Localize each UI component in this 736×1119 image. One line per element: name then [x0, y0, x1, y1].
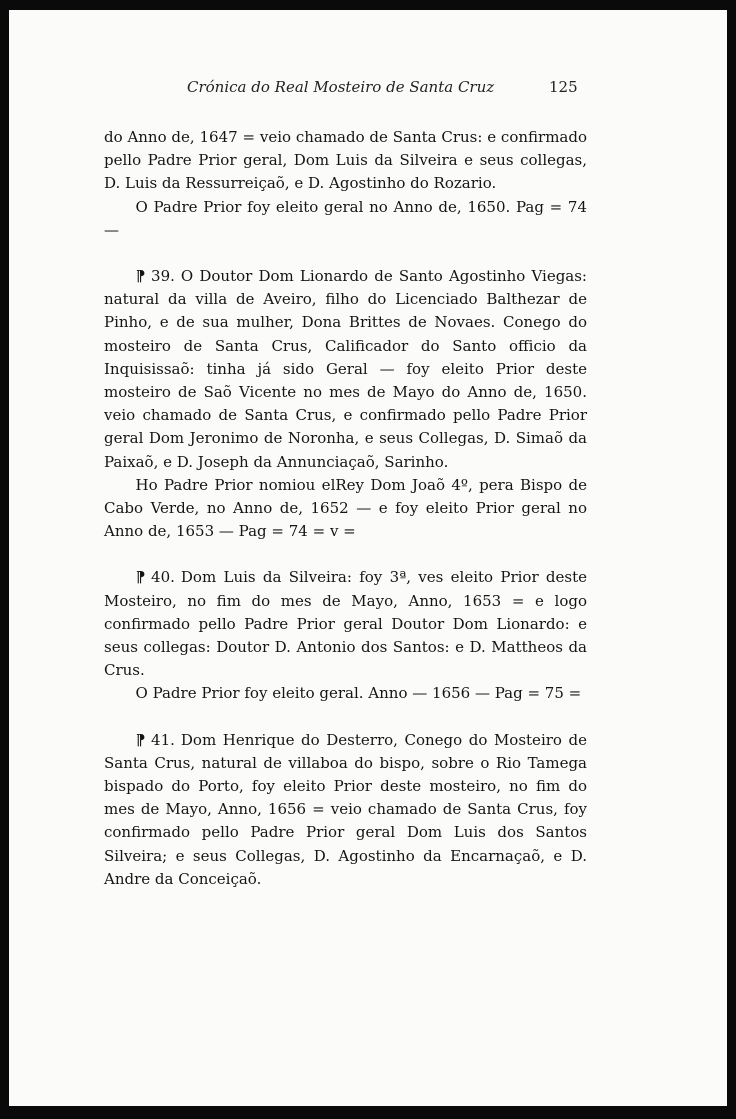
section-text: Dom Luis da Silveira: foy 3ª, ves eleito Prior deste Mosteiro, no fim do mes de Mayo, Anno, 1653 = e logo confirmado pello Padre Prior geral Doutor Dom Lionardo: e seus collegas: Doutor D. Antonio dos Santos: e D. Mattheos da Crus.	[104, 568, 587, 680]
section-number: 41.	[151, 730, 175, 749]
paragraph-prior-elected: O Padre Prior foy eleito geral no Anno de, 1650. Pag = 74 —	[104, 197, 587, 239]
section-40	[104, 566, 587, 682]
section-39	[104, 265, 587, 474]
pilcrow-icon: ¶	[135, 568, 146, 587]
running-title: Crónica do Real Mosteiro de Santa Cruz	[187, 78, 495, 96]
section-41	[104, 729, 587, 891]
section-gap	[104, 242, 587, 265]
section-text: Dom Henrique do Desterro, Conego do Mosteiro de Santa Crus, natural de villaboa do bispo, sobre o Rio Tamega bispado do Porto, foy eleito Prior deste mosteiro, no fim do mes de Mayo, Anno, 1656 = veio chamado de Santa Crus, foy confirmado pello Padre Prior geral Dom Luis dos Santos Silveira; e seus Collegas, D. Agostinho da Encarnaçaõ, e D. Andre da Conceiçaõ.	[104, 730, 587, 888]
section-text: O Doutor Dom Lionardo de Santo Agostinho Viegas: natural da villa de Aveiro, filho do Licenciado Balthezar de Pinho, e de sua mulher, Dona Brittes de Novaes. Conego do mosteiro de Santa Crus, Calificador do Santo officio da Inquisissaõ: tinha já sido Geral — foy eleito Prior deste mosteiro de Saõ Vicente no mes de Mayo do Anno de, 1650. veio chamado de Santa Crus, e confirmado pello Padre Prior geral Dom Jeronimo de Noronha, e seus Collegas, D. Simaõ da Paixaõ, e D. Joseph da Annunciaçaõ, Sarinho.	[104, 267, 587, 471]
pilcrow-icon: ¶	[135, 267, 146, 286]
paragraph-continuation: do Anno de, 1647 = veio chamado de Santa Crus: e confirmado pello Padre Prior geral, Dom Luis da Silveira e seus collegas, D. Luis da Ressurreiçaõ, e D. Agostinho do Rozario.	[104, 128, 587, 193]
section-gap	[104, 706, 587, 729]
page-number: 125	[549, 78, 578, 96]
paragraph-bishop-nomination: Ho Padre Prior nomiou elRey Dom Joaõ 4º, pera Bispo de Cabo Verde, no Anno de, 1652 — e foy eleito Prior geral no Anno de, 1653 — Pag = 74 = v =	[104, 475, 587, 541]
body-text	[104, 126, 587, 891]
section-number: 39.	[151, 267, 175, 286]
document-page	[9, 10, 727, 1106]
pilcrow-icon: ¶	[135, 730, 146, 749]
page-header	[9, 78, 727, 106]
section-gap	[104, 543, 587, 566]
section-number: 40.	[151, 568, 175, 587]
paragraph-prior-general: O Padre Prior foy eleito geral. Anno — 1656 — Pag = 75 =	[135, 684, 582, 703]
